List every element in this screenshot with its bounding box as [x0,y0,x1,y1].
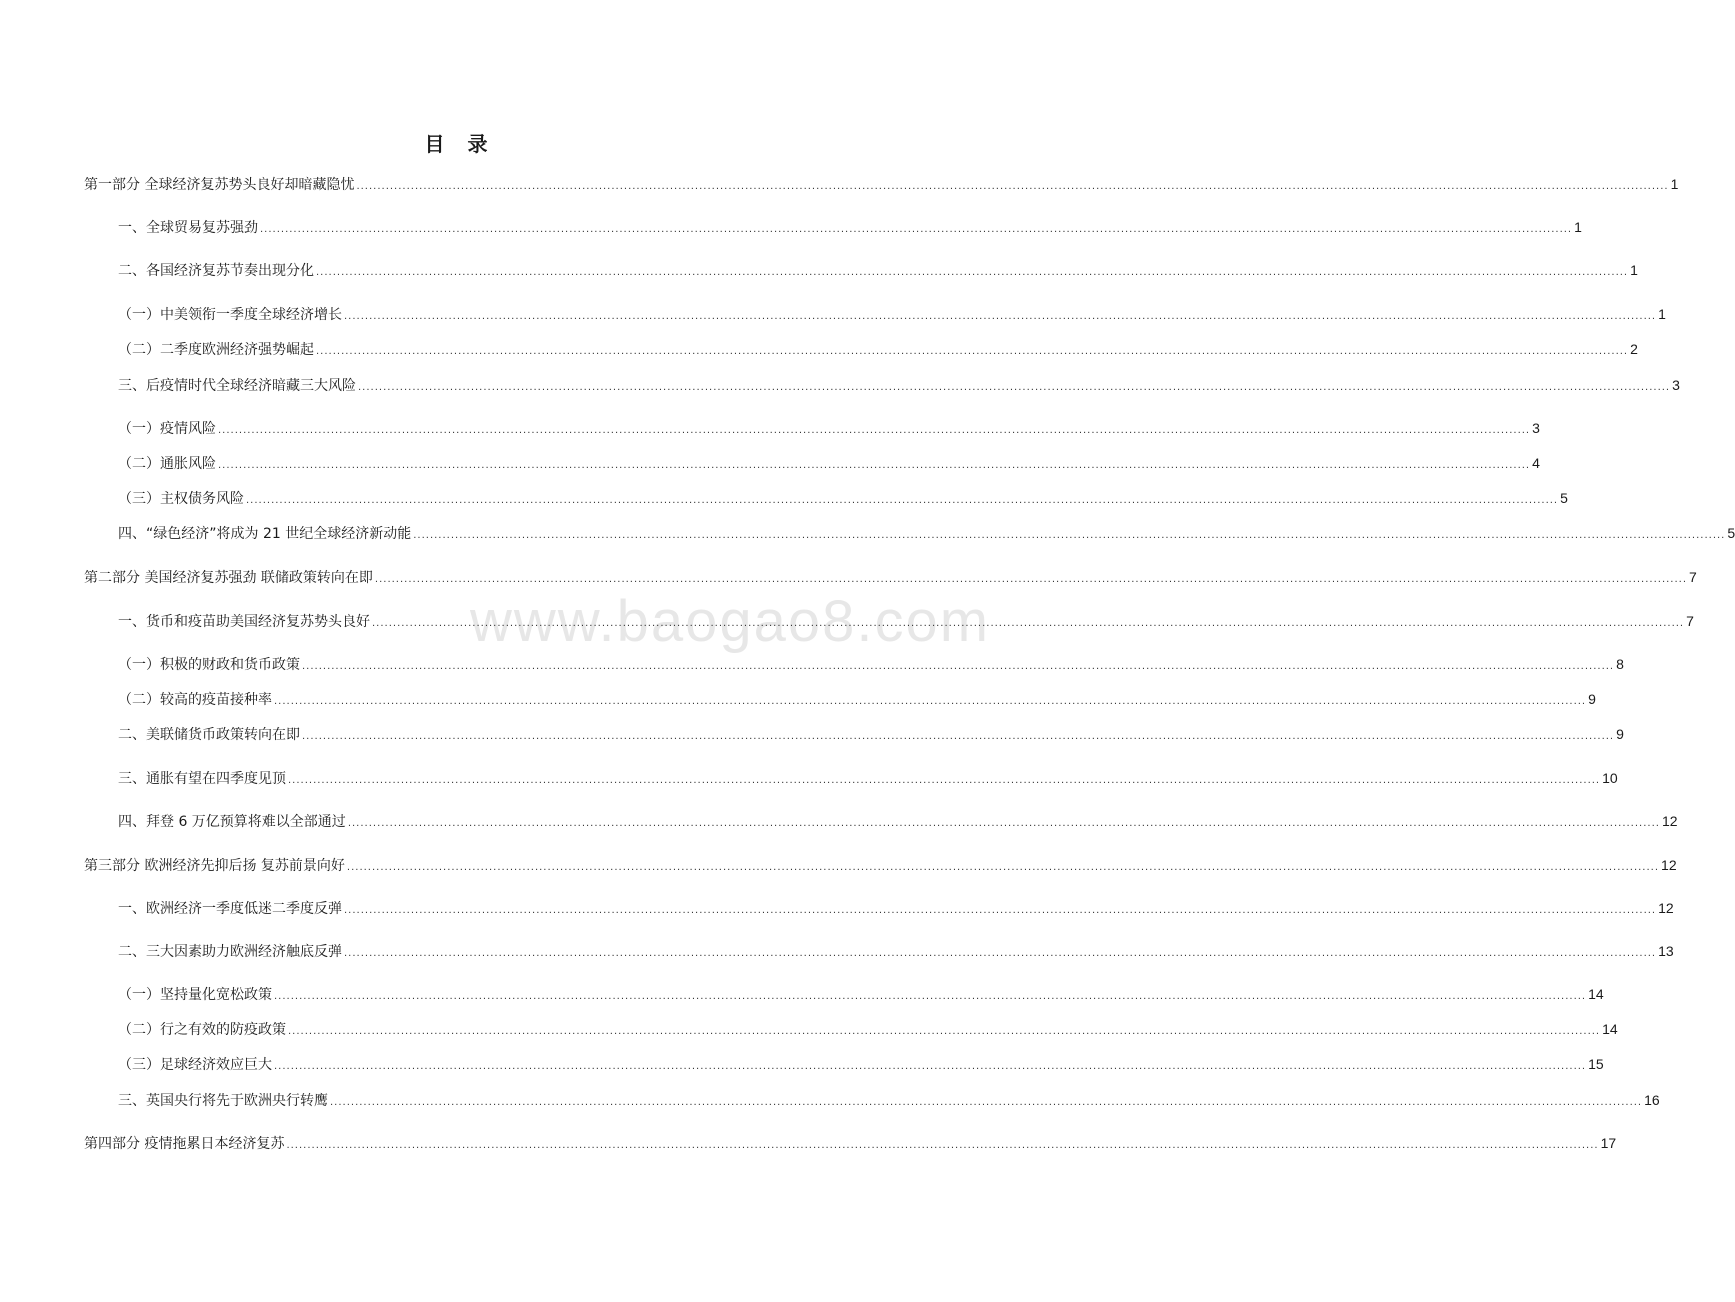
toc-page-number: 8 [1616,656,1624,672]
toc-leader-dots [246,495,1558,506]
toc-entry-title: 四、“绿色经济”将成为 21 世纪全球经济新动能 [118,526,412,542]
toc-leader-dots [316,267,1628,278]
toc-page-number: 7 [1686,613,1694,629]
toc-page-number: 10 [1602,770,1618,786]
toc-entry[interactable] [118,689,1596,709]
toc-entry[interactable] [118,375,1680,395]
toc-page-number: 3 [1532,420,1540,436]
toc-leader-dots [344,905,1656,916]
toc-leader-dots [330,1097,1642,1108]
toc-page-number: 5 [1727,525,1735,541]
toc-leader-dots [413,530,1725,541]
toc-page-number: 3 [1672,377,1680,393]
toc-entry-title: 一、欧洲经济一季度低迷二季度反弹 [118,901,342,917]
toc-page-number: 1 [1630,262,1638,278]
toc-title: 目 录 [424,132,496,156]
watermark-text: www.baogao8.com [470,589,991,654]
toc-leader-dots [274,1061,1586,1072]
toc-leader-dots [356,181,1668,192]
toc-entry[interactable] [118,304,1666,324]
toc-entry-title: （二）二季度欧洲经济强势崛起 [118,342,314,358]
toc-leader-dots [218,425,1530,436]
toc-page-number: 17 [1600,1135,1617,1151]
toc-page-number: 5 [1560,490,1568,506]
toc-entry[interactable] [118,654,1624,674]
toc-entry[interactable] [118,418,1540,438]
toc-entry-title: 三、英国央行将先于欧洲央行转鹰 [118,1093,328,1109]
toc-page-number: 1 [1574,219,1582,235]
toc-leader-dots [372,618,1684,629]
toc-leader-dots [358,382,1670,393]
toc-entry-title: （二）行之有效的防疫政策 [118,1022,286,1038]
toc-entry-title: 一、全球贸易复苏强劲 [118,220,258,236]
toc-leader-dots [260,224,1572,235]
toc-entry-title: 三、通胀有望在四季度见顶 [118,771,286,787]
toc-entry[interactable] [118,453,1540,473]
toc-entry-title: （一）中美领衔一季度全球经济增长 [118,307,342,323]
toc-entry-title: （三）主权债务风险 [118,491,244,507]
toc-entry-title: 一、货币和疫苗助美国经济复苏势头良好 [118,614,370,630]
toc-entry-title: （二）通胀风险 [118,456,216,472]
toc-page-number: 16 [1644,1092,1660,1108]
toc-page-number: 2 [1630,341,1638,357]
toc-leader-dots [316,346,1628,357]
toc-page-number: 9 [1616,726,1624,742]
toc-entry[interactable] [118,941,1674,961]
toc-page-number: 9 [1588,691,1596,707]
toc-entry-title: 第四部分 疫情拖累日本经济复苏 [84,1136,285,1152]
toc-leader-dots [344,311,1656,322]
toc-leader-dots [302,731,1614,742]
toc-entry-title: 四、拜登 6 万亿预算将难以全部通过 [118,814,346,830]
toc-leader-dots [375,574,1687,585]
toc-entry-title: （二）较高的疫苗接种率 [118,692,272,708]
toc-leader-dots [344,948,1656,959]
toc-entry[interactable] [118,217,1582,237]
toc-entry[interactable] [118,811,1678,831]
toc-leader-dots [286,1140,1598,1151]
toc-entry-title: 三、后疫情时代全球经济暗藏三大风险 [118,378,356,394]
toc-page-number: 4 [1532,455,1540,471]
toc-entry[interactable] [84,855,1677,875]
toc-entry-title: 二、美联储货币政策转向在即 [118,727,300,743]
toc-entry[interactable] [118,523,1735,543]
toc-entry[interactable] [118,488,1568,508]
toc-entry-title: 第一部分 全球经济复苏势头良好却暗藏隐忧 [84,177,355,193]
toc-leader-dots [274,696,1586,707]
toc-leader-dots [288,1026,1600,1037]
toc-page-number: 14 [1588,986,1604,1002]
toc-page-number: 12 [1661,857,1677,873]
toc-leader-dots [274,991,1586,1002]
toc-entry[interactable] [84,174,1679,194]
toc-page-number: 13 [1658,943,1674,959]
toc-entry-title: 二、三大因素助力欧洲经济触底反弹 [118,944,342,960]
toc-entry[interactable] [84,1133,1617,1153]
toc-entry[interactable] [118,1090,1660,1110]
toc-page-number: 12 [1661,813,1678,829]
toc-leader-dots [348,818,1660,829]
toc-leader-dots [288,775,1600,786]
toc-entry-title: （一）积极的财政和货币政策 [118,657,300,673]
toc-entry[interactable] [118,1019,1618,1039]
toc-entry[interactable] [118,768,1618,788]
toc-entry[interactable] [118,1054,1604,1074]
toc-page-number: 15 [1588,1056,1604,1072]
toc-leader-dots [218,460,1530,471]
toc-entry-title: （一）坚持量化宽松政策 [118,987,272,1003]
toc-page-number: 14 [1602,1021,1618,1037]
toc-page-number: 12 [1658,900,1674,916]
toc-entry-title: （三）足球经济效应巨大 [118,1057,272,1073]
toc-entry-title: （一）疫情风险 [118,421,216,437]
toc-entry[interactable] [84,567,1697,587]
toc-leader-dots [347,862,1659,873]
toc-entry-title: 第三部分 欧洲经济先抑后扬 复苏前景向好 [84,858,345,874]
toc-entry[interactable] [118,611,1694,631]
toc-entry[interactable] [118,898,1674,918]
toc-entry-title: 二、各国经济复苏节奏出现分化 [118,263,314,279]
toc-leader-dots [302,661,1614,672]
toc-page-number: 1 [1670,176,1679,192]
toc-page-number: 1 [1658,306,1666,322]
toc-entry[interactable] [118,724,1624,744]
toc-entry[interactable] [118,339,1638,359]
toc-entry[interactable] [118,260,1638,280]
toc-page-number: 7 [1689,569,1697,585]
toc-entry[interactable] [118,984,1604,1004]
toc-entry-title: 第二部分 美国经济复苏强劲 联储政策转向在即 [84,570,373,586]
